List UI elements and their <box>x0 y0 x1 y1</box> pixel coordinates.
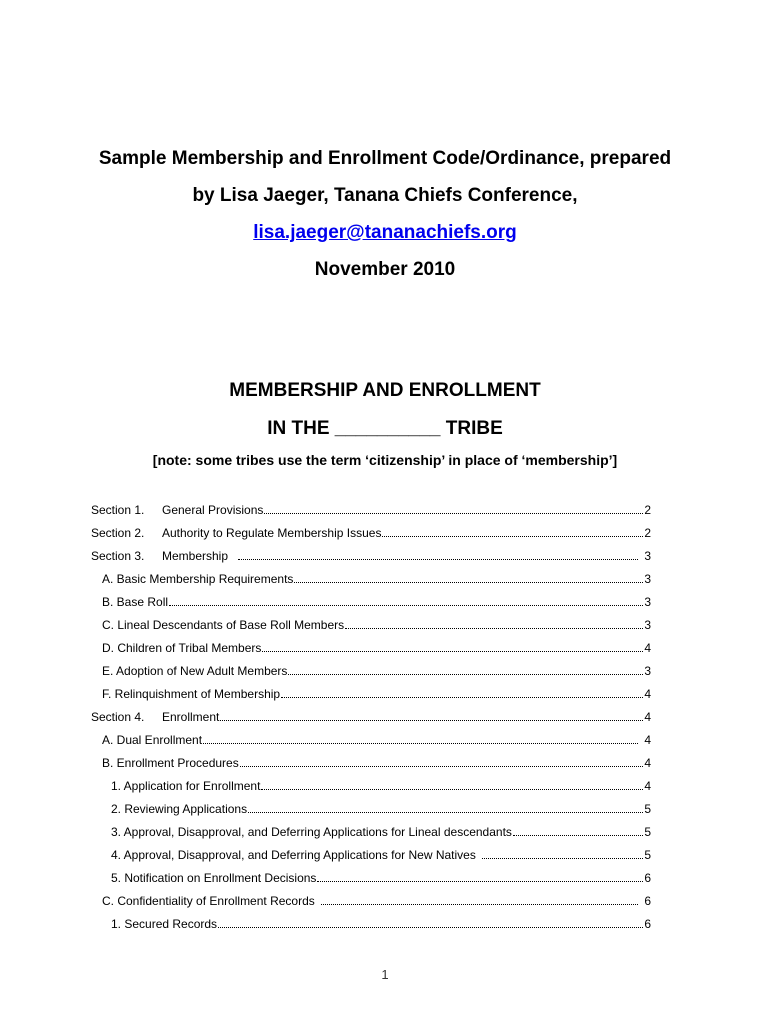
document-date: November 2010 <box>314 259 456 280</box>
toc-entry-label: Enrollment <box>162 710 220 724</box>
toc-leader <box>345 618 643 629</box>
toc-page-number: 4 <box>644 779 651 793</box>
page-number: 1 <box>381 967 389 982</box>
toc-entry-label: B. Base Roll <box>102 595 169 609</box>
toc-entry-label: A. Dual Enrollment <box>102 733 203 747</box>
section-heading-line-1: MEMBERSHIP AND ENROLLMENT <box>229 380 541 401</box>
toc-row[interactable] <box>111 871 651 886</box>
toc-row[interactable] <box>102 572 651 587</box>
toc-entry-label: A. Basic Membership Requirements <box>102 572 294 586</box>
toc-leader <box>281 687 643 698</box>
toc-entry-label: 4. Approval, Disapproval, and Deferring Applications for New Natives <box>111 848 476 862</box>
toc-entry-label: General Provisions <box>162 503 264 517</box>
toc-entry-label: 3. Approval, Disapproval, and Deferring Applications for Lineal descendants <box>111 825 512 839</box>
toc-leader <box>382 526 643 537</box>
toc-page-number: 5 <box>644 848 651 862</box>
toc-page-number: 3 <box>644 572 651 586</box>
toc-leader <box>294 572 643 583</box>
author-email-line <box>0 221 770 245</box>
toc-row[interactable] <box>111 779 651 794</box>
toc-row[interactable] <box>91 503 651 518</box>
toc-entry-label: C. Lineal Descendants of Base Roll Members <box>102 618 345 632</box>
toc-section-number: Section 1. <box>91 503 145 517</box>
toc-page-number: 4 <box>644 641 651 655</box>
toc-row[interactable] <box>102 595 651 610</box>
toc-page-number: 4 <box>644 756 651 770</box>
toc-entry-label: F. Relinquishment of Membership <box>102 687 281 701</box>
toc-leader <box>218 917 643 928</box>
toc-page-number: 2 <box>644 526 651 540</box>
toc-leader <box>248 802 643 813</box>
document-title-line-2: by Lisa Jaeger, Tanana Chiefs Conference, <box>192 185 578 206</box>
toc-page-number: 5 <box>644 825 651 839</box>
section-heading-line-2: IN THE __________ TRIBE <box>267 418 503 439</box>
toc-page-number: 2 <box>644 503 651 517</box>
toc-leader <box>482 848 643 859</box>
toc-row[interactable] <box>102 894 651 909</box>
toc-leader <box>220 710 643 721</box>
toc-leader <box>513 825 643 836</box>
toc-leader <box>264 503 643 514</box>
toc-row[interactable] <box>111 825 651 840</box>
toc-row[interactable] <box>91 526 651 541</box>
toc-entry-label: 5. Notification on Enrollment Decisions <box>111 871 317 885</box>
toc-page-number: 4 <box>644 687 651 701</box>
toc-entry-label: E. Adoption of New Adult Members <box>102 664 288 678</box>
toc-row[interactable] <box>102 618 651 633</box>
toc-entry-label: Membership <box>162 549 229 563</box>
toc-row[interactable] <box>111 802 651 817</box>
document-title-line-1: Sample Membership and Enrollment Code/Ordinance, prepared <box>98 148 672 169</box>
toc-page-number: 3 <box>644 664 651 678</box>
toc-page-number: 3 <box>644 549 651 563</box>
toc-section-number: Section 4. <box>91 710 145 724</box>
toc-page-number: 5 <box>644 802 651 816</box>
toc-row[interactable] <box>102 756 651 771</box>
toc-page-number: 3 <box>644 595 651 609</box>
toc-page-number: 6 <box>644 894 651 908</box>
toc-leader <box>288 664 643 675</box>
toc-entry-label: Authority to Regulate Membership Issues <box>162 526 382 540</box>
author-email-link[interactable]: lisa.jaeger@tananachiefs.org <box>253 222 517 243</box>
toc-leader <box>203 733 638 744</box>
toc-entry-label: 1. Secured Records <box>111 917 218 931</box>
toc-page-number: 4 <box>644 733 651 747</box>
toc-entry-label: 2. Reviewing Applications <box>111 802 248 816</box>
toc-row[interactable] <box>102 687 651 702</box>
toc-section-number: Section 2. <box>91 526 145 540</box>
toc-leader <box>261 779 643 790</box>
toc-row[interactable] <box>102 641 651 656</box>
toc-page-number: 6 <box>644 917 651 931</box>
toc-section-number: Section 3. <box>91 549 145 563</box>
toc-entry-label: 1. Application for Enrollment <box>111 779 261 793</box>
toc-row[interactable] <box>102 664 651 679</box>
toc-entry-label: B. Enrollment Procedures <box>102 756 239 770</box>
toc-leader <box>321 894 639 905</box>
toc-leader <box>169 595 643 606</box>
toc-row[interactable] <box>91 710 651 725</box>
toc-page-number: 3 <box>644 618 651 632</box>
toc-leader <box>238 549 638 560</box>
toc-leader <box>317 871 643 882</box>
toc-row[interactable] <box>111 917 651 932</box>
toc-entry-label: C. Confidentiality of Enrollment Records <box>102 894 315 908</box>
citizenship-note: [note: some tribes use the term ‘citizenship’ in place of ‘membership’] <box>152 452 618 468</box>
toc-entry-label: D. Children of Tribal Members <box>102 641 262 655</box>
toc-row[interactable] <box>91 549 651 564</box>
toc-page-number: 4 <box>644 710 651 724</box>
toc-row[interactable] <box>111 848 651 863</box>
toc-leader <box>262 641 643 652</box>
toc-page-number: 6 <box>644 871 651 885</box>
toc-leader <box>240 756 644 767</box>
toc-row[interactable] <box>102 733 651 748</box>
